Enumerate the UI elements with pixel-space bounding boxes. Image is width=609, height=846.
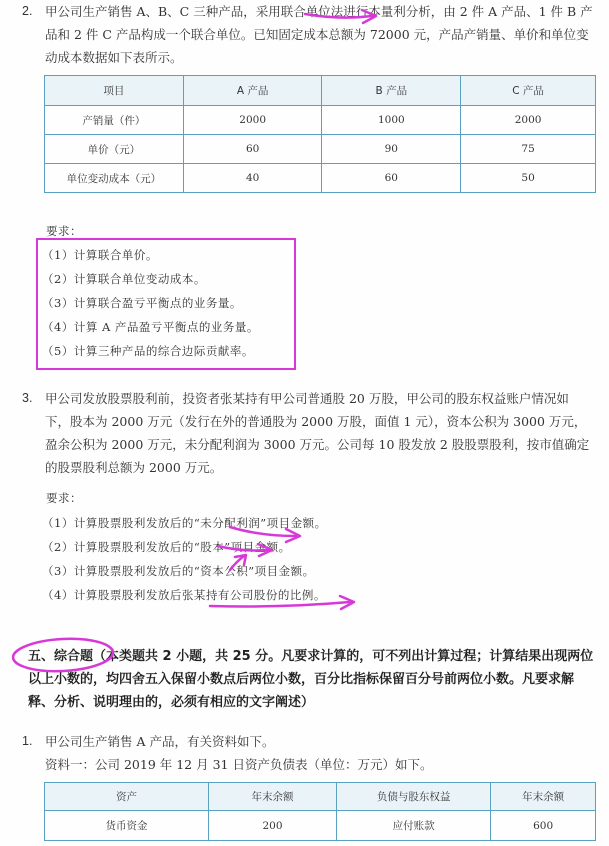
table-header: 项目 bbox=[45, 76, 184, 106]
table-row bbox=[45, 164, 596, 193]
table-cell: 60 bbox=[183, 135, 322, 164]
requirement-item: （2）计算股票股利发放后的“股本”项目金额。 bbox=[42, 540, 291, 554]
table-header: C 产品 bbox=[461, 76, 596, 106]
requirement-item: （3）计算股票股利发放后的“资本公积”项目金额。 bbox=[42, 564, 315, 578]
table-cell: 2000 bbox=[183, 106, 322, 135]
requirement-item: （2）计算联合单位变动成本。 bbox=[42, 272, 206, 286]
table-header: 负债与股东权益 bbox=[337, 783, 491, 811]
table-cell: 1000 bbox=[322, 106, 461, 135]
table-cell: 50 bbox=[461, 164, 596, 193]
q2-req-title: 要求： bbox=[46, 224, 82, 238]
table-row bbox=[45, 106, 596, 135]
q1-text: 甲公司生产销售 A 产品，有关资料如下。 bbox=[45, 734, 275, 749]
table-cell: 600 bbox=[491, 811, 596, 841]
table-cell: 应付账款 bbox=[337, 811, 491, 841]
table-header: 年末余额 bbox=[208, 783, 336, 811]
q1-material: 资料一：公司 2019 年 12 月 31 日资产负债表（单位：万元）如下。 bbox=[45, 757, 433, 772]
table-cell: 40 bbox=[183, 164, 322, 193]
requirement-item: （5）计算三种产品的综合边际贡献率。 bbox=[42, 344, 254, 358]
q1-number: 1. bbox=[22, 734, 33, 748]
table-cell: 200 bbox=[208, 811, 336, 841]
arrow-mark bbox=[340, 596, 354, 609]
table-cell: 75 bbox=[461, 135, 596, 164]
q3-number: 3. bbox=[22, 391, 33, 405]
q3-text: 甲公司发放股票股利前，投资者张某持有甲公司普通股 20 万股，甲公司的股东权益账户情况如下，股本为 2000 万元（发行在外的普通股为 2000 万股，面值 1 元），资本公积为 3000 万元，盈余公积为 2000 万元，未分配利润为 3000 万元。公司每 10 股发放 2 股股票股利，按市值确定的股票股利总额为 2000 万元。 bbox=[45, 391, 590, 475]
requirement-item: （1）计算联合单价。 bbox=[42, 248, 158, 262]
q2-requirements bbox=[42, 243, 259, 363]
section5-label: 五、综合题 bbox=[28, 649, 94, 664]
table-row bbox=[45, 135, 596, 164]
requirement-item: （3）计算联合盈亏平衡点的业务量。 bbox=[42, 296, 242, 310]
table-header: A 产品 bbox=[183, 76, 322, 106]
table-cell: 90 bbox=[322, 135, 461, 164]
table-cell: 2000 bbox=[461, 106, 596, 135]
table-header: 年末余额 bbox=[491, 783, 596, 811]
q3-req-title: 要求： bbox=[46, 491, 82, 505]
requirement-item: （1）计算股票股利发放后的“未分配利润”项目金额。 bbox=[42, 516, 327, 530]
requirement-item: （4）计算股票股利发放后张某持有公司股份的比例。 bbox=[42, 588, 326, 602]
table-cell: 单价（元） bbox=[45, 135, 184, 164]
q3-requirements bbox=[42, 511, 327, 607]
q1-table bbox=[44, 782, 596, 841]
q2-number: 2. bbox=[22, 4, 33, 18]
table-header: B 产品 bbox=[322, 76, 461, 106]
section5-text: （本类题共 2 小题，共 25 分。凡要求计算的，可不列出计算过程；计算结果出现两位以上小数的，均四舍五入保留小数点后两位小数，百分比指标保留百分号前两位小数。凡要求解释、分析、说明理由的，必须有相应的文字阐述） bbox=[28, 649, 594, 710]
table-row bbox=[45, 811, 596, 841]
table-cell: 60 bbox=[322, 164, 461, 193]
table-cell: 产销量（件） bbox=[45, 106, 184, 135]
table-cell: 货币资金 bbox=[45, 811, 209, 841]
table-header: 资产 bbox=[45, 783, 209, 811]
table-cell: 单位变动成本（元） bbox=[45, 164, 184, 193]
q2-text: 甲公司生产销售 A、B、C 三种产品，采用联合单位法进行本量利分析，由 2 件 A 产品、1 件 B 产品和 2 件 C 产品构成一个联合单位。已知固定成本总额为 72000 元，产品产销量、单价和单位变动成本数据如下表所示。 bbox=[45, 4, 593, 65]
requirement-item: （4）计算 A 产品盈亏平衡点的业务量。 bbox=[42, 320, 259, 334]
q2-table bbox=[44, 75, 596, 193]
section5-block bbox=[28, 645, 594, 714]
